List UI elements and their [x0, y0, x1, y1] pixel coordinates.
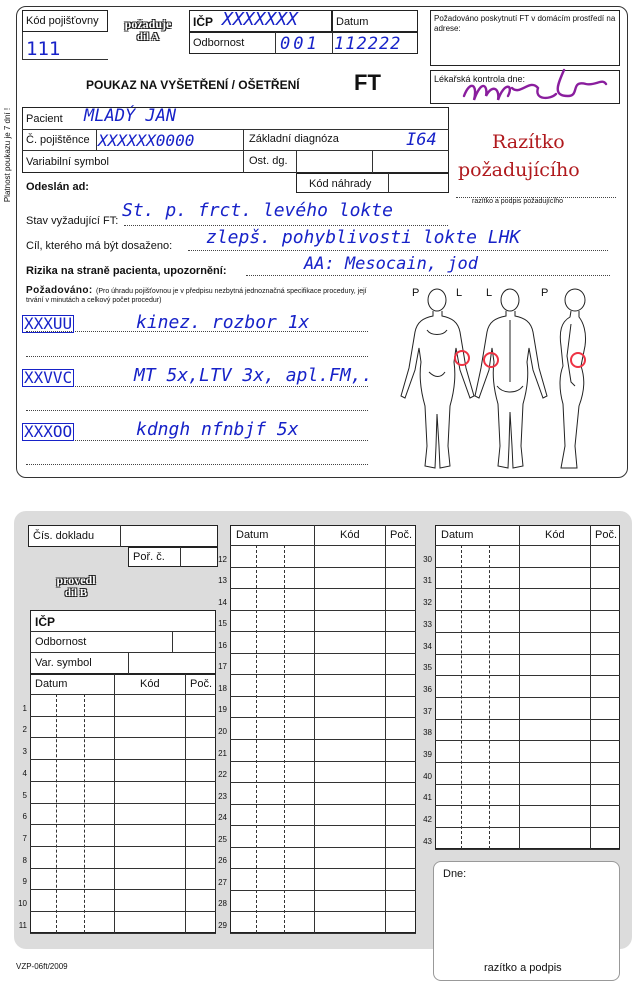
table-row[interactable] — [30, 716, 216, 717]
table-row[interactable] — [230, 739, 416, 740]
table-row[interactable] — [230, 890, 416, 891]
table-row[interactable] — [435, 567, 620, 568]
table-row[interactable] — [230, 847, 416, 848]
table-row[interactable] — [435, 697, 620, 698]
table-row[interactable] — [30, 868, 216, 869]
figure-label-l1: L — [456, 287, 463, 299]
mid-row-number: 20 — [218, 726, 227, 736]
razitko-pozadujiciho-label: razítko a podpis požadujícího — [472, 198, 564, 205]
dil-a-label: díl A — [136, 31, 160, 43]
table-row[interactable] — [435, 805, 620, 806]
table-right-datum-header: Datum — [441, 529, 474, 541]
var-symbol-label: Variabilní symbol — [26, 156, 109, 168]
icp-label: IČP — [193, 15, 214, 29]
right-row-number: 43 — [423, 836, 432, 846]
table-row[interactable] — [435, 632, 620, 633]
datum-value[interactable]: 112222 — [334, 34, 402, 54]
table-left — [30, 674, 216, 933]
form-title: POUKAZ NA VYŠETŘENÍ / OŠETŘENÍ — [86, 78, 300, 92]
right-row-number: 41 — [423, 793, 432, 803]
zakladni-diagnoza-value[interactable]: I64 — [406, 130, 437, 150]
cislo-pojistence-value[interactable]: XXXXXX0000 — [98, 131, 195, 150]
zakladni-diagnoza-label: Základní diagnóza — [249, 133, 339, 145]
bottom-var-symbol-label: Var. symbol — [35, 657, 92, 669]
table-row[interactable] — [230, 825, 416, 826]
table-row[interactable] — [230, 588, 416, 589]
table-row[interactable] — [30, 759, 216, 760]
stamp-line1: Razítko — [492, 131, 565, 153]
right-row-number: 37 — [423, 706, 432, 716]
item-text-2[interactable]: MT 5x,LTV 3x, apl.FM,. — [134, 365, 373, 386]
item-text-3[interactable]: kdngh nfnbjf 5x — [136, 419, 299, 440]
figure-label-p2: P — [541, 287, 549, 299]
mid-row-number: 23 — [218, 791, 227, 801]
odbornost-label: Odbornost — [193, 37, 245, 49]
table-row[interactable] — [230, 696, 416, 697]
por-c-label: Poř. č. — [133, 551, 165, 563]
left-row-number: 6 — [22, 812, 27, 822]
mid-row-number: 14 — [218, 597, 227, 607]
mid-row-number: 28 — [218, 899, 227, 909]
left-row-number: 5 — [22, 790, 27, 800]
razitko-podpis-label: razítko a podpis — [484, 962, 562, 974]
table-row[interactable] — [435, 740, 620, 741]
validity-side-text: Platnost poukazu je 7 dní ! — [3, 107, 12, 203]
right-row-number: 42 — [423, 815, 432, 825]
rizika-label: Rizika na straně pacienta, upozornění: — [26, 265, 227, 277]
mid-row-number: 26 — [218, 856, 227, 866]
cil-value[interactable]: zlepš. pohyblivosti lokte LHK — [206, 227, 521, 248]
table-row[interactable] — [230, 674, 416, 675]
mid-row-number: 12 — [218, 554, 227, 564]
table-right-kod-header: Kód — [545, 529, 565, 541]
right-row-number: 40 — [423, 771, 432, 781]
left-row-number: 1 — [22, 703, 27, 713]
table-row[interactable] — [30, 737, 216, 738]
mid-row-number: 13 — [218, 576, 227, 586]
item-code-2[interactable]: XXVVC — [24, 368, 73, 387]
table-row[interactable] — [435, 675, 620, 676]
right-row-number: 34 — [423, 641, 432, 651]
mid-row-number: 22 — [218, 770, 227, 780]
table-row[interactable] — [435, 849, 620, 850]
left-row-number: 10 — [18, 899, 27, 908]
lekarska-kontrola-label: Lékařská kontrola dne: — [434, 74, 526, 84]
left-row-number: 7 — [22, 833, 27, 843]
body-figures-diagram — [395, 286, 610, 478]
table-row[interactable] — [230, 631, 416, 632]
table-row[interactable] — [230, 567, 416, 568]
table-row[interactable] — [230, 933, 416, 934]
table-left-poc-header: Poč. — [190, 678, 213, 690]
stav-label: Stav vyžadující FT: — [26, 215, 119, 227]
right-row-number: 36 — [423, 684, 432, 694]
table-row[interactable] — [435, 827, 620, 828]
right-row-number: 32 — [423, 598, 432, 608]
table-row[interactable] — [30, 889, 216, 890]
table-mid-datum-header: Datum — [236, 529, 269, 541]
kod-pojistovny-value[interactable]: 111 — [26, 38, 61, 60]
left-row-number: 9 — [22, 877, 27, 887]
cis-dokladu-label: Čís. dokladu — [33, 530, 95, 542]
table-mid — [230, 525, 416, 933]
pozadovano-label: Požadováno: — [26, 285, 93, 296]
right-row-number: 35 — [423, 663, 432, 673]
provedl-label: provedl — [56, 573, 96, 587]
stav-value[interactable]: St. p. frct. levého lokte — [122, 200, 393, 221]
table-row[interactable] — [435, 610, 620, 611]
figure-label-l2: L — [486, 287, 493, 299]
table-row[interactable] — [435, 588, 620, 589]
right-row-number: 38 — [423, 728, 432, 738]
table-row[interactable] — [435, 762, 620, 763]
odbornost-value[interactable]: 001 — [280, 34, 320, 54]
table-row[interactable] — [30, 803, 216, 804]
table-row[interactable] — [230, 804, 416, 805]
mid-row-number: 25 — [218, 834, 227, 844]
right-row-number: 30 — [423, 554, 432, 564]
ft-label: FT — [354, 70, 381, 95]
mid-row-number: 19 — [218, 705, 227, 715]
bottom-icp-label: IČP — [35, 615, 56, 629]
icp-value[interactable]: XXXXXXX — [222, 9, 298, 30]
form-id: VZP-06ft/2009 — [16, 962, 68, 971]
table-row[interactable] — [30, 781, 216, 782]
table-row[interactable] — [230, 761, 416, 762]
mid-row-number: 27 — [218, 877, 227, 887]
ost-dg-label: Ost. dg. — [249, 155, 288, 167]
item-text-1[interactable]: kinez. rozbor 1x — [136, 312, 310, 333]
item-code-3[interactable]: XXXOO — [24, 422, 73, 441]
table-row[interactable] — [30, 933, 216, 934]
table-mid-poc-header: Poč. — [390, 529, 413, 541]
mid-row-number: 29 — [218, 920, 227, 930]
table-row[interactable] — [435, 654, 620, 655]
cil-label: Cíl, kterého má být dosaženo: — [26, 240, 173, 252]
pozadovano-note: (Pro úhradu pojišťovnou je v předpisu nezbytná jednoznačná specifikace procedury, její trvání v minutách a celkový počet procedur) — [26, 288, 367, 304]
signature-scribble — [460, 66, 610, 110]
table-left-datum-header: Datum — [35, 678, 68, 690]
right-row-number: 33 — [423, 619, 432, 629]
bottom-odbornost-label: Odbornost — [35, 636, 87, 648]
table-row[interactable] — [230, 610, 416, 611]
pacient-value[interactable]: MLADÝ JAN — [84, 106, 177, 126]
table-row[interactable] — [230, 717, 416, 718]
table-row[interactable] — [435, 719, 620, 720]
right-row-number: 31 — [423, 576, 432, 586]
table-row[interactable] — [30, 846, 216, 847]
pacient-label: Pacient — [26, 113, 63, 125]
cislo-pojistence-label: Č. pojištěnce — [26, 134, 90, 146]
table-right — [435, 525, 620, 849]
left-row-number: 2 — [22, 725, 27, 735]
kod-pojistovny-label: Kód pojišťovny — [26, 15, 99, 27]
table-row[interactable] — [30, 911, 216, 912]
dne-label: Dne: — [443, 868, 467, 880]
left-row-number: 11 — [18, 920, 27, 930]
mid-row-number: 18 — [218, 683, 227, 693]
pozaduje-label: požaduje — [124, 17, 172, 31]
mid-row-number: 15 — [218, 619, 227, 629]
left-row-number: 3 — [22, 747, 27, 757]
table-row[interactable] — [230, 782, 416, 783]
item-code-1[interactable]: XXXUU — [24, 314, 73, 333]
dil-b-label: díl B — [64, 587, 88, 599]
kod-nahrady-label: Kód náhrady — [309, 178, 372, 190]
figure-label-p1: P — [412, 287, 420, 299]
domaci-prostredi-label: Požadováno poskytnutí FT v domácím prostředí na adrese: — [434, 14, 616, 33]
mid-row-number: 16 — [218, 640, 227, 650]
rizika-value[interactable]: AA: Mesocain, jod — [304, 254, 478, 274]
stamp-line2: požadujícího — [458, 159, 580, 181]
left-row-number: 8 — [22, 855, 27, 865]
table-row[interactable] — [435, 784, 620, 785]
table-right-poc-header: Poč. — [595, 529, 618, 541]
table-left-kod-header: Kód — [140, 678, 160, 690]
table-row[interactable] — [30, 824, 216, 825]
right-row-number: 39 — [423, 750, 432, 759]
mid-row-number: 21 — [218, 748, 227, 758]
table-row[interactable] — [230, 653, 416, 654]
table-mid-kod-header: Kód — [340, 529, 360, 541]
mid-row-number: 17 — [218, 662, 227, 672]
mid-row-number: 24 — [218, 813, 227, 823]
left-row-number: 4 — [22, 768, 27, 778]
odeslan-label: Odeslán ad: — [26, 181, 89, 193]
datum-label: Datum — [336, 16, 369, 28]
table-row[interactable] — [230, 911, 416, 912]
table-row[interactable] — [230, 868, 416, 869]
